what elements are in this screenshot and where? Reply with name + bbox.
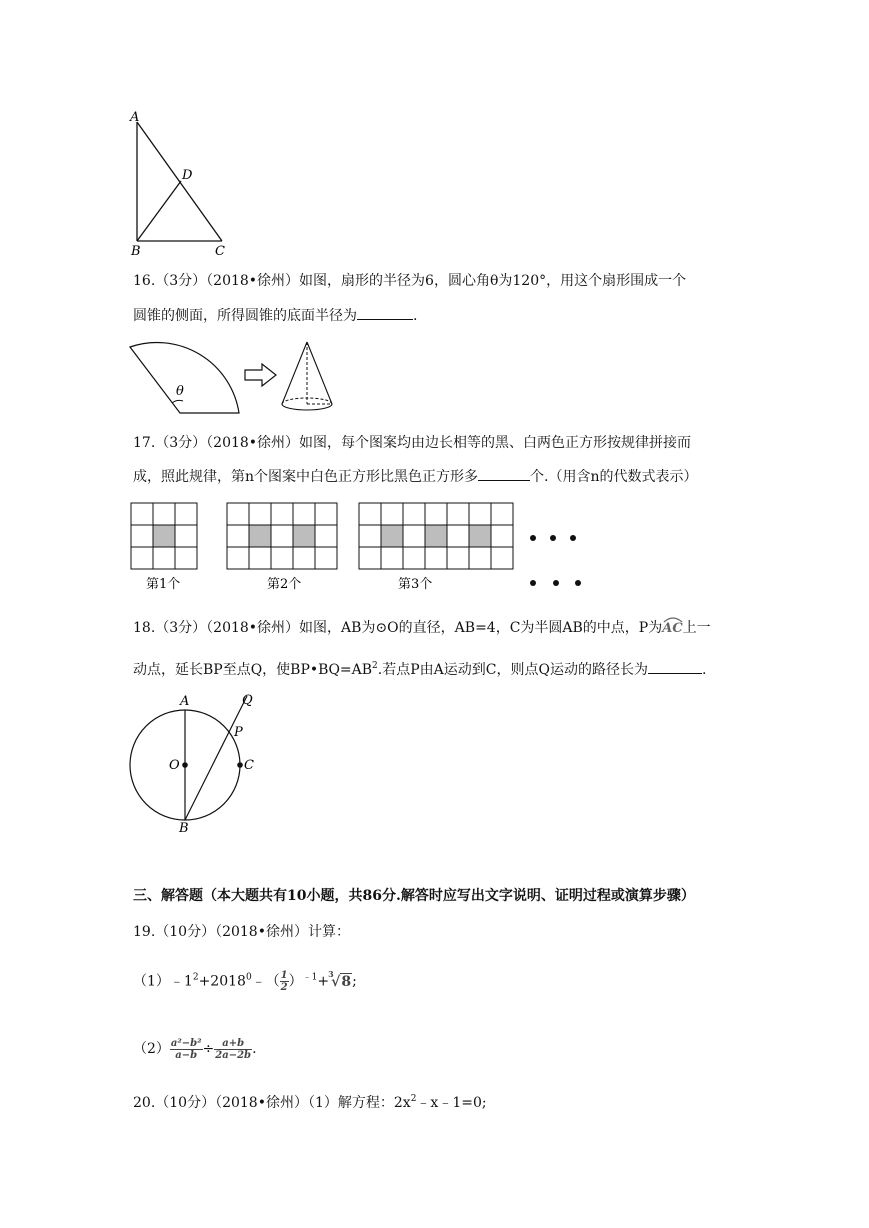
answer-blank: [357, 305, 413, 320]
answer-blank: [648, 659, 702, 674]
sup: 2: [410, 1094, 417, 1104]
caption-1: 第1个: [146, 577, 181, 592]
q16-end: .: [413, 308, 418, 324]
label-p: P: [234, 725, 243, 740]
fraction-1: [170, 1038, 203, 1061]
fraction-half: [280, 970, 289, 993]
q20-rest: ﹣x﹣1=0;: [416, 1095, 487, 1111]
q16-line1: 16.（3分）（2018•徐州）如图，扇形的半径为6，圆心角θ为120°，用这个扇形围成一个: [133, 273, 687, 289]
q18-sup: 2: [372, 661, 378, 671]
triangle-figure: [126, 108, 236, 258]
frac-num: a+b: [214, 1038, 252, 1050]
label-c: C: [215, 244, 225, 258]
frac-num: a²−b²: [170, 1037, 202, 1049]
arrow-icon: [245, 364, 276, 386]
q18-line2: [133, 659, 706, 680]
q18-end: .: [701, 662, 707, 678]
q17-line1: 17.（3分）（2018•徐州）如图，每个图案均由边长相等的黑、白两色正方形按规律拼接而: [133, 435, 692, 451]
cube-root: 3 √8: [328, 968, 352, 990]
label-a: A: [130, 110, 140, 125]
caption-3: 第3个: [398, 577, 433, 592]
q19-p1-c: ﹣（: [251, 973, 280, 990]
q19-p1-label: （1）: [133, 973, 170, 990]
pattern-1: [131, 503, 197, 569]
fraction-2: [214, 1038, 252, 1061]
sup: 0: [245, 972, 252, 983]
sup: 2: [192, 972, 199, 983]
label-b: B: [179, 821, 189, 836]
frac-den: 2a−2b: [215, 1049, 252, 1061]
label-d: D: [182, 168, 193, 183]
q18-line1-text: 18.（3分）（2018•徐州）如图，AB为⊙O的直径，AB=4，C为半圆AB的中点，P为: [133, 620, 663, 636]
pattern-3: [359, 503, 513, 569]
q19-p1-b: +2018: [198, 973, 246, 990]
arc-ac-label: AC: [662, 621, 683, 636]
q20-head: [133, 1093, 487, 1113]
label-c: C: [244, 758, 254, 773]
q18-line1-end: 上一: [682, 620, 711, 636]
q19-p2-end: .: [252, 1041, 257, 1057]
q19-head: 19.（10分）（2018•徐州）计算：: [133, 924, 350, 940]
frac-num: 1: [280, 970, 288, 981]
divide-sign: ÷: [202, 1041, 215, 1057]
section-title: 三、解答题（本大题共有10小题，共86分.解答时应写出文字说明、证明过程或演算步骤）: [133, 888, 695, 904]
sup: ﹣1: [302, 972, 318, 983]
q19-p1-end: ;: [352, 973, 357, 990]
frac-den: 2: [280, 982, 288, 993]
q16-line2: [133, 305, 417, 326]
square-patterns-figure: [126, 496, 596, 596]
q18-line1: [133, 618, 711, 639]
circle-figure: [126, 686, 276, 838]
ellipsis-dots-icon: [530, 535, 581, 586]
q19-p1-e: +: [317, 973, 330, 990]
q20-head-text: 20.（10分）（2018•徐州）（1）解方程：2x: [133, 1095, 411, 1111]
q19-p1-a: ﹣1: [169, 973, 193, 990]
root-arg: 8: [341, 973, 352, 990]
answer-blank: [478, 466, 530, 481]
label-b: B: [131, 244, 141, 258]
q17-line2-end: 个.（用含n的代数式表示）: [530, 469, 698, 485]
q17-line2: [133, 466, 697, 487]
theta-label: θ: [176, 384, 184, 399]
pattern-2: [227, 503, 337, 569]
q19-part2: [133, 1036, 257, 1062]
sector-cone-figure: [126, 336, 376, 418]
q17-line2-text: 成，照此规律，第n个图案中白色正方形比黑色正方形多: [133, 469, 479, 485]
q16-line2-text: 圆锥的侧面，所得圆锥的底面半径为: [133, 308, 357, 324]
q19-part1: [133, 970, 357, 993]
frac-den: a−b: [175, 1049, 198, 1061]
label-a: A: [180, 694, 190, 709]
q19-p1-d: ）: [288, 973, 303, 990]
q18-line2-text-b: .若点P由A运动到C，则点Q运动的路径长为: [377, 662, 648, 678]
caption-2: 第2个: [267, 577, 302, 592]
q19-p2-label: （2）: [133, 1041, 170, 1057]
q18-line2-text-a: 动点，延长BP至点Q，使BP•BQ=AB: [133, 662, 373, 678]
label-o: O: [169, 758, 180, 773]
arc-ac: [662, 619, 682, 639]
label-q: Q: [242, 693, 253, 708]
